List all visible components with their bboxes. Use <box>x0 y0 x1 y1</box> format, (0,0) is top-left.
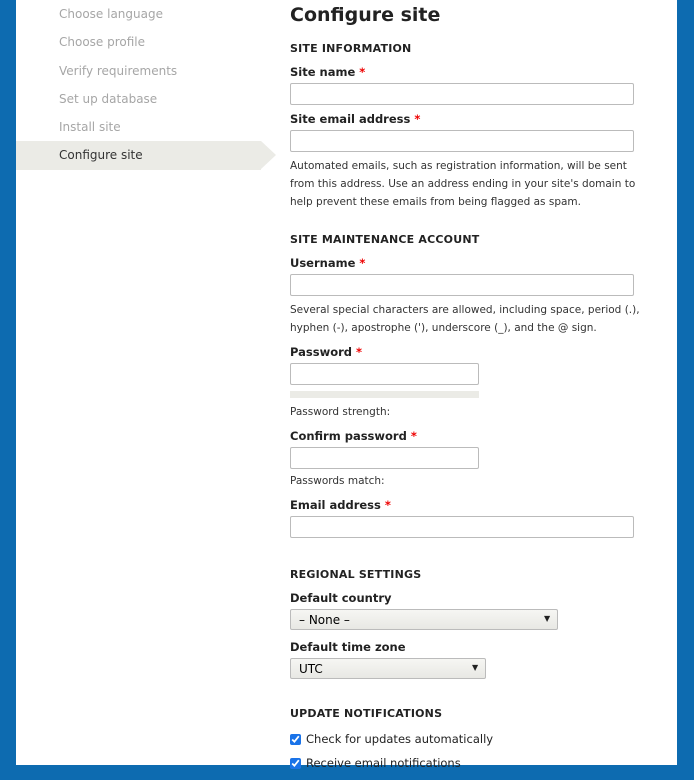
step-verify-requirements: Verify requirements <box>59 63 178 78</box>
email-notifications-checkbox[interactable] <box>290 758 301 769</box>
default-country-label: Default country <box>290 591 392 605</box>
section-update-notifications: UPDATE NOTIFICATIONS <box>290 707 443 720</box>
step-choose-language: Choose language <box>59 7 163 21</box>
site-name-input[interactable] <box>290 83 634 105</box>
confirm-password-input[interactable] <box>290 447 479 469</box>
password-label: Password * <box>290 345 363 359</box>
step-set-up-database: Set up database <box>59 91 158 106</box>
password-strength-bar <box>290 391 479 398</box>
section-site-information: SITE INFORMATION <box>290 42 412 55</box>
site-email-description: Automated emails, such as registration information, will be sent from this address. Use an address ending in your site's domain to help prevent these emails from being flagged as spam. <box>290 160 636 208</box>
check-updates-label: Check for updates automatically <box>306 732 494 746</box>
email-input[interactable] <box>290 516 634 538</box>
confirm-password-label: Confirm password * <box>290 429 417 443</box>
site-email-label: Site email address * <box>290 112 421 126</box>
password-strength-text: Password strength: <box>290 406 391 418</box>
username-input[interactable] <box>290 274 634 296</box>
chevron-down-icon: ▼ <box>472 663 479 672</box>
check-updates-checkbox[interactable] <box>290 734 301 745</box>
step-install-site: Install site <box>59 120 121 135</box>
configure-form <box>290 0 650 780</box>
step-choose-profile: Choose profile <box>59 35 146 50</box>
default-time-zone-label: Default time zone <box>290 640 406 654</box>
check-updates-option[interactable] <box>290 732 650 746</box>
site-email-input[interactable] <box>290 130 634 152</box>
step-configure-site: Configure site <box>16 141 261 169</box>
default-time-zone-select[interactable] <box>290 658 486 679</box>
passwords-match-text: Passwords match: <box>290 475 385 487</box>
default-country-select[interactable] <box>290 609 558 630</box>
email-label: Email address * <box>290 498 391 512</box>
section-regional-settings: REGIONAL SETTINGS <box>290 568 422 581</box>
site-name-label: Site name * <box>290 65 366 79</box>
install-steps <box>16 0 261 170</box>
username-description: Several special characters are allowed, including space, period (.), hyphen (-), apostrophe ('), underscore (_), and the @ sign. <box>290 304 640 334</box>
password-input[interactable] <box>290 363 479 385</box>
page-title: Configure site <box>290 4 441 26</box>
section-maintenance-account: SITE MAINTENANCE ACCOUNT <box>290 233 480 246</box>
email-notifications-option[interactable] <box>290 756 650 770</box>
username-label: Username * <box>290 256 366 270</box>
chevron-down-icon: ▼ <box>544 614 551 623</box>
email-notifications-label: Receive email notifications <box>306 756 461 770</box>
installer-panel <box>16 0 677 770</box>
